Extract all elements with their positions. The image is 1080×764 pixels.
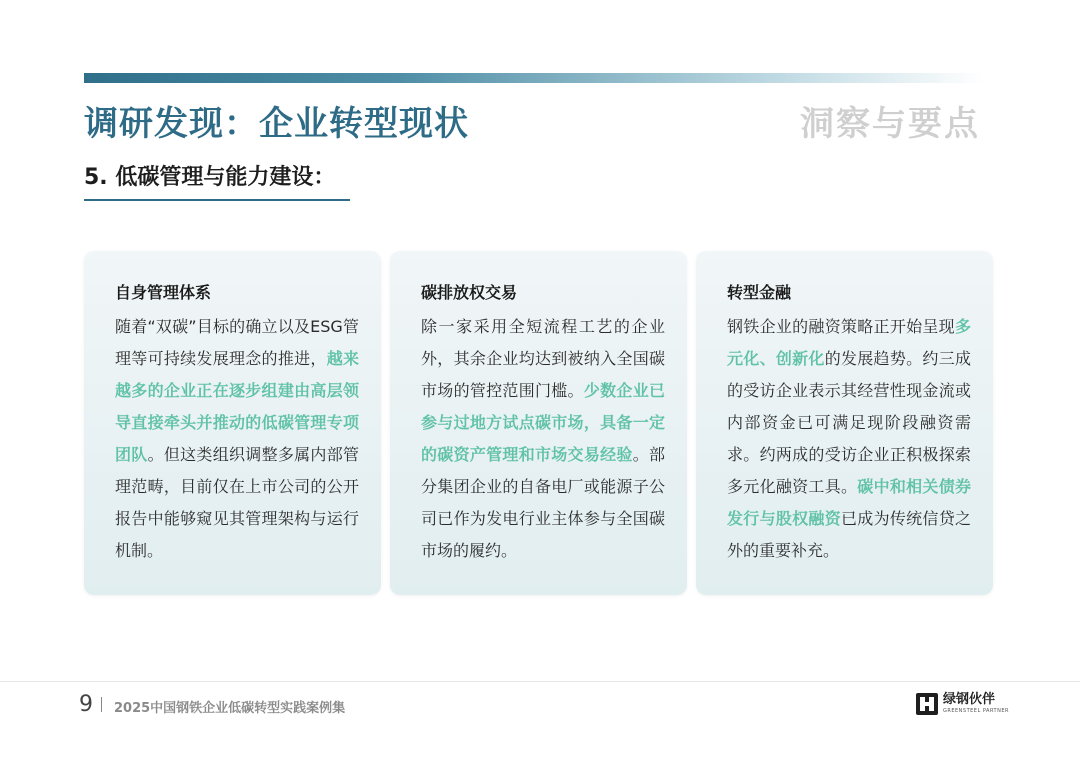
card-body — [115, 311, 359, 567]
highlight-text: 少数企业已参与过地方试点碳市场，具备一定的碳资产管理和市场交易经验 — [421, 381, 665, 464]
footer-separator — [101, 697, 102, 712]
page-title: 调研发现：企业转型现状 — [84, 104, 469, 144]
page-kicker: 洞察与要点 — [800, 104, 980, 144]
section-underline — [84, 199, 350, 201]
body-text: 。但这类组织调整多属内部管理范畴，目前仅在上市公司的公开报告中能够窥见其管理架构与运行机制。 — [115, 445, 359, 560]
body-text: 已成为传统信贷之外的重要补充。 — [727, 509, 971, 560]
brand-name: 绿钢伙伴 — [943, 692, 996, 707]
body-text: 。部分集团企业的自备电厂或能源子公司已作为发电行业主体参与全国碳市场的履约。 — [421, 445, 665, 560]
card-title: 碳排放权交易 — [421, 283, 518, 302]
brand-logo-icon — [915, 692, 939, 716]
header-accent-bar — [84, 73, 984, 83]
body-text: 除一家采用全短流程工艺的企业外，其余企业均达到被纳入全国碳市场的管控范围门槛。 — [421, 317, 665, 400]
highlight-text: 多元化、创新化 — [727, 317, 971, 368]
card-transition-finance — [696, 251, 993, 595]
body-text: 钢铁企业的融资策略正开始呈现 — [727, 317, 955, 336]
card-carbon-trading — [390, 251, 687, 595]
highlight-text: 碳中和相关债券发行与股权融资 — [727, 477, 971, 528]
section-heading: 5. 低碳管理与能力建设： — [84, 165, 336, 190]
body-text: 的发展趋势。约三成的受访企业表示其经营性现金流或内部资金已可满足现阶段融资需求。约两成的受访企业正积极探索多元化融资工具。 — [727, 349, 971, 496]
body-text: 随着“双碳”目标的确立以及ESG管理等可持续发展理念的推进， — [115, 317, 359, 368]
highlight-text: 越来越多的企业正在逐步组建由高层领导直接牵头并推动的低碳管理专项团队 — [115, 349, 359, 464]
card-body — [727, 311, 971, 567]
card-title: 转型金融 — [727, 283, 792, 302]
card-body — [421, 311, 665, 567]
footer-divider — [0, 681, 1080, 682]
card-title: 自身管理体系 — [115, 283, 212, 302]
brand-tagline: GREENSTEEL PARTNER — [943, 708, 1009, 714]
publication-title: 2025中国钢铁企业低碳转型实践案例集 — [114, 701, 346, 716]
card-self-management — [84, 251, 381, 595]
page-number: 9 — [79, 692, 93, 717]
